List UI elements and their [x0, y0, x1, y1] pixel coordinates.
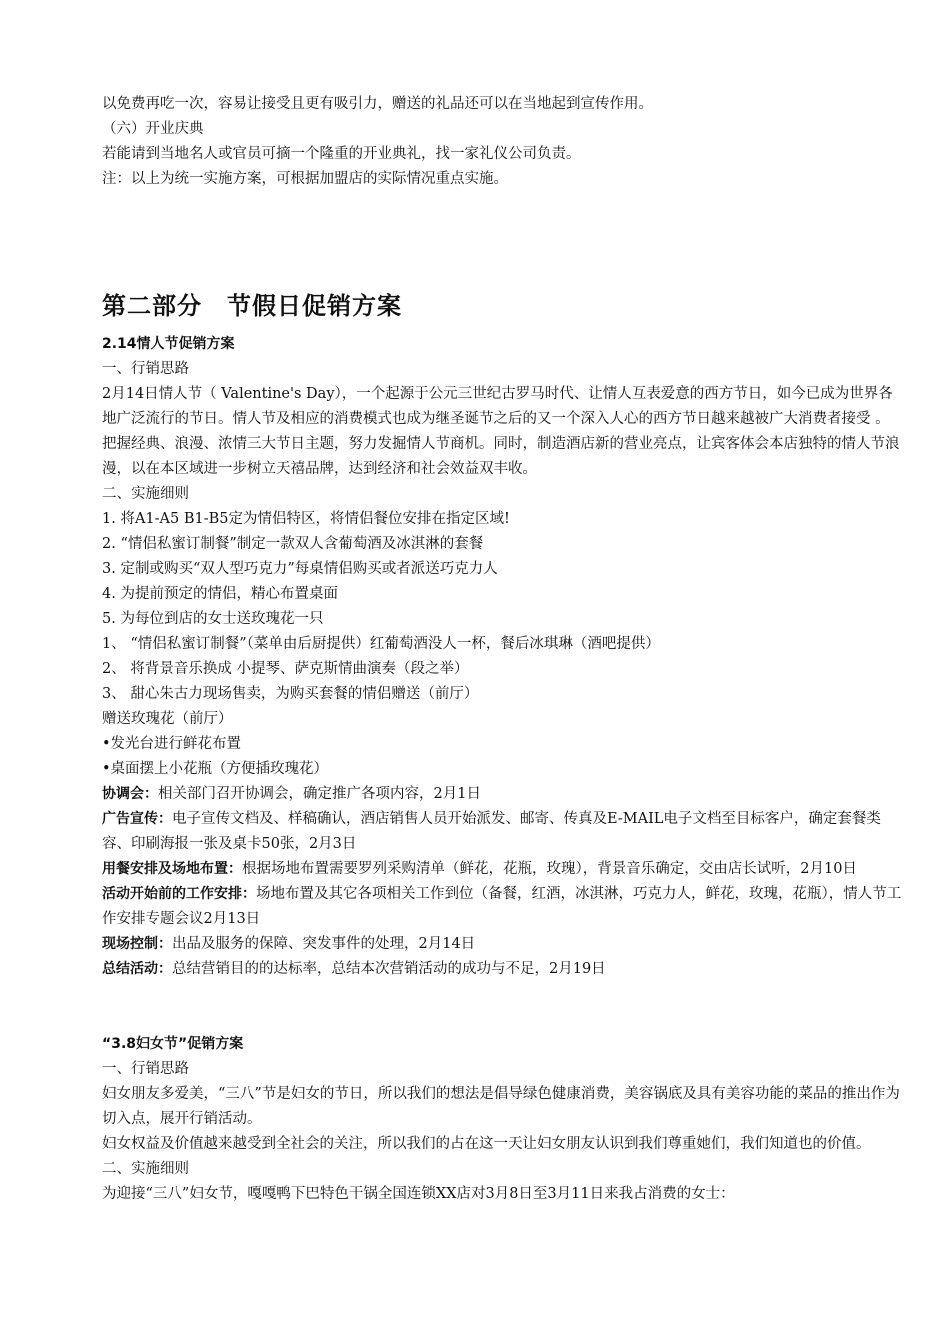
- paragraph: 把握经典、浪漫、浓情三大节日主题，努力发掘情人节商机。同时，制造酒店新的营业亮点，让宾客体会本店独特的情人节浪漫，以在本区域进一步树立天禧品牌，达到经济和社会效益双丰收。: [102, 436, 900, 477]
- schedule-label: 现场控制：: [102, 936, 172, 952]
- list-item: 5. 为每位到店的女士送玫瑰花一只: [102, 611, 324, 627]
- paragraph: 为迎接“三八”妇女节，嘎嘎鸭下巴特色干锅全国连锁XX店对3月8日至3月11日来我占消费的女士：: [102, 1186, 735, 1202]
- schedule-item: [102, 807, 902, 857]
- paragraph: 2月14日情人节（ Valentine's Day），一个起源于公元三世纪古罗马时代、让情人互表爱意的西方节日，如今已成为世界各地广泛流行的节日。情人节及相应的消费模式也成为继圣诞节之后的又一个深入人心的西方节日越来越被广大消费者接受 。: [102, 386, 893, 427]
- schedule-item: [102, 857, 902, 882]
- section-spacer: [102, 982, 902, 1032]
- intro-line: 注：以上为统一实施方案，可根据加盟店的实际情况重点实施。: [102, 171, 508, 187]
- schedule-text: 场地布置及其它各项相关工作到位（备餐，红酒，冰淇淋，巧克力人，鲜花，玫瑰，花瓶），情人节工作安排专题会议2月13日: [102, 886, 902, 927]
- schedule-text: 相关部门召开协调会，确定推广各项内容，2月1日: [158, 786, 481, 802]
- womens-day-title: “3.8妇女节”促销方案: [102, 1036, 244, 1052]
- list-item: 3. 定制或购买“双人型巧克力”每桌情侣购买或者派送巧克力人: [102, 561, 498, 577]
- schedule-label: 协调会：: [102, 786, 158, 802]
- list-item: 2、 将背景音乐换成 小提琴、萨克斯情曲演奏（段之举）: [102, 661, 469, 677]
- intro-line: （六）开业庆典: [102, 121, 204, 137]
- part-two-title: 第二部分 节假日促销方案: [102, 292, 402, 320]
- schedule-text: 出品及服务的保障、突发事件的处理，2月14日: [172, 936, 476, 952]
- list-item: •发光台进行鲜花布置: [102, 736, 242, 752]
- paragraph: 妇女朋友多爱美，“三八”节是妇女的节日，所以我们的想法是倡导绿色健康消费，美容锅底及具有美容功能的菜品的推出作为切入点，展开行销活动。: [102, 1086, 900, 1127]
- schedule-label: 广告宣传：: [102, 811, 172, 827]
- intro-line: 以免费再吃一次，容易让接受且更有吸引力，赠送的礼品还可以在当地起到宣传作用。: [102, 96, 653, 112]
- schedule-text: 根据场地布置需要罗列采购清单（鲜花，花瓶，玫瑰），背景音乐确定，交由店长试听，2月10日: [242, 861, 857, 877]
- schedule-item: [102, 957, 902, 982]
- schedule-text: 总结营销目的的达标率，总结本次营销活动的成功与不足，2月19日: [172, 961, 606, 977]
- section-heading: 二、实施细则: [102, 486, 189, 502]
- schedule-item: [102, 882, 902, 932]
- valentine-title: 2.14情人节促销方案: [102, 336, 235, 352]
- section-heading: 一、行销思路: [102, 361, 189, 377]
- section-heading: 一、行销思路: [102, 1061, 189, 1077]
- intro-line: 若能请到当地名人或官员可摘一个隆重的开业典礼，找一家礼仪公司负责。: [102, 146, 581, 162]
- list-item: 3、 甜心朱古力现场售卖，为购买套餐的情侣赠送（前厅）: [102, 686, 479, 702]
- list-item: 1、 “情侣私蜜订制餐”（菜单由后厨提供）红葡萄酒没人一杯，餐后冰琪琳（酒吧提供）: [102, 636, 660, 652]
- list-item: 赠送玫瑰花（前厅）: [102, 711, 233, 727]
- schedule-item: [102, 932, 902, 957]
- list-item: 2. “情侣私蜜订制餐”制定一款双人含葡萄酒及冰淇淋的套餐: [102, 536, 484, 552]
- schedule-item: [102, 782, 902, 807]
- paragraph: 妇女权益及价值越来越受到全社会的关注，所以我们的占在这一天让妇女朋友认识到我们尊重她们，我们知道也的价值。: [102, 1136, 871, 1152]
- document-page: [102, 92, 902, 1207]
- schedule-text: 电子宣传文档及、样稿确认，酒店销售人员开始派发、邮寄、传真及E-MAIL电子文档至目标客户，确定套餐类容、印刷海报一张及桌卡50张，2月3日: [102, 811, 881, 852]
- schedule-label: 用餐安排及场地布置：: [102, 861, 242, 877]
- list-item: 4. 为提前预定的情侣，精心布置桌面: [102, 586, 338, 602]
- section-heading: 二、实施细则: [102, 1161, 189, 1177]
- list-item: 1. 将A1-A5 B1-B5定为情侣特区，将情侣餐位安排在指定区域!: [102, 511, 510, 527]
- schedule-label: 活动开始前的工作安排：: [102, 886, 256, 902]
- schedule-label: 总结活动：: [102, 961, 172, 977]
- list-item: •桌面摆上小花瓶（方便插玫瑰花）: [102, 761, 329, 777]
